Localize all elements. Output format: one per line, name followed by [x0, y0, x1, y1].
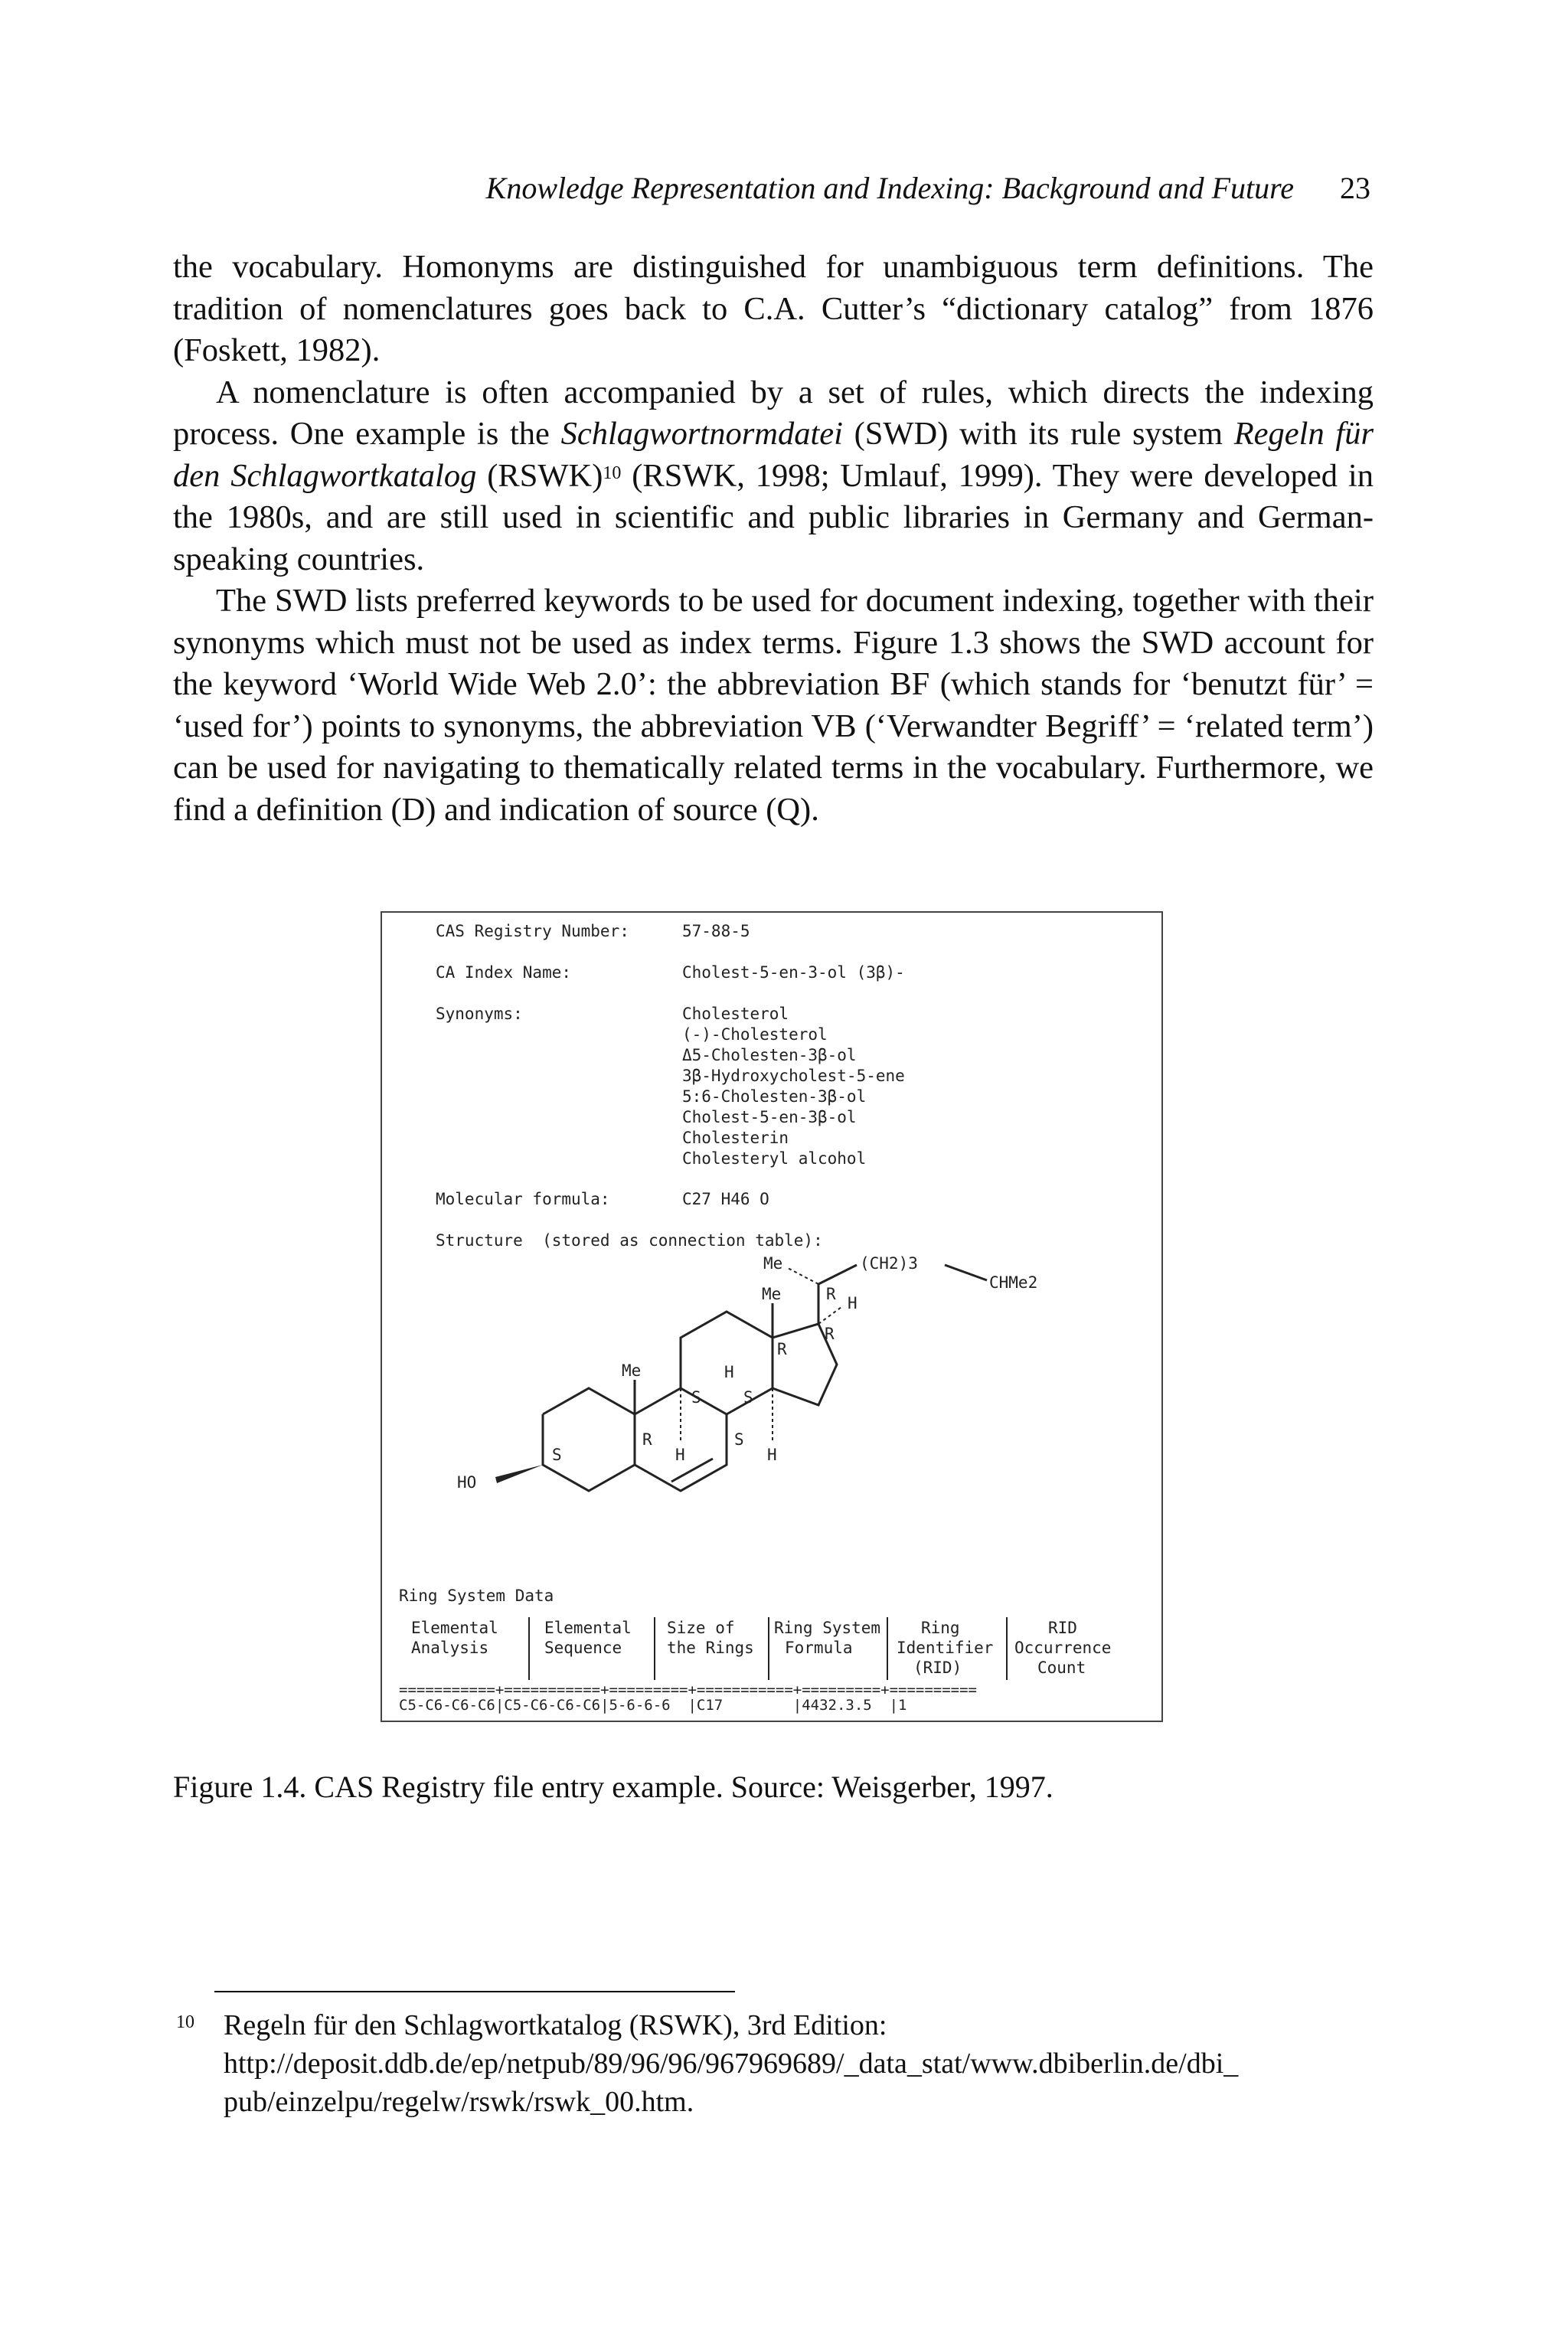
atom-h-low1: H: [675, 1446, 685, 1464]
ring-header: Identifier: [897, 1639, 994, 1657]
ring-header: RID: [1048, 1619, 1077, 1637]
ring-header: Count: [1037, 1659, 1086, 1677]
ring-header: Sequence: [544, 1639, 622, 1657]
stereo-s3: S: [734, 1430, 744, 1449]
atom-h-mid: H: [724, 1363, 734, 1381]
synonym-item: (-)-Cholesterol: [682, 1025, 828, 1044]
ring-header: Ring System: [774, 1619, 881, 1637]
ring-header: Analysis: [411, 1639, 489, 1657]
atom-me-top: Me: [763, 1254, 783, 1273]
ring-header: Ring: [921, 1619, 960, 1637]
p2-text-a: A nomenclature is often accompanied by a set of rules, which directs the indexing process. One example is the: [173, 374, 1374, 452]
atom-ch2: (CH2)3: [860, 1254, 918, 1273]
synonym-item: 3β-Hydroxycholest-5-ene: [682, 1067, 905, 1085]
atom-me-mid: Me: [762, 1285, 782, 1303]
stereo-r4: R: [642, 1430, 652, 1449]
cas-registry-figure: [381, 911, 1163, 1722]
ho-wedge: [495, 1465, 543, 1483]
synonym-item: Cholest-5-en-3β-ol: [682, 1108, 857, 1126]
synonyms-label: Synonyms:: [436, 1005, 523, 1023]
ring-system-label: Ring System Data: [399, 1587, 554, 1605]
index-name-label: CA Index Name:: [436, 963, 572, 982]
footnote-line-3: pub/einzelpu/regelw/rswk/rswk_00.htm.: [224, 2086, 694, 2118]
ring-table-dividers: [382, 1616, 1161, 1685]
ring-header: Elemental: [411, 1619, 498, 1637]
figure-caption: Figure 1.4. CAS Registry file entry example. Source: Weisgerber, 1997.: [173, 1770, 1054, 1804]
body-text: [173, 247, 1374, 831]
formula-label: Molecular formula:: [436, 1190, 610, 1208]
rswk-term: Regeln für den Schlagwortkatalog: [173, 416, 1374, 494]
formula-value: C27 H46 O: [682, 1190, 769, 1208]
footnote-ref: 10: [603, 462, 622, 483]
ring-header: Size of: [667, 1619, 735, 1637]
stereo-s2: S: [743, 1388, 753, 1407]
page-number: 23: [1340, 171, 1370, 205]
synonym-item: Cholesterin: [682, 1129, 789, 1147]
paragraph-2: [173, 372, 1374, 581]
ring-header: Elemental: [544, 1619, 632, 1637]
paragraph-1: the vocabulary. Homonyms are distinguished for unambiguous term definitions. The tradition of nomenclatures goes back to C.A. Cutter’s “dictionary catalog” from 1876 (Foskett, 1982).: [173, 249, 1374, 368]
cas-label: CAS Registry Number:: [436, 922, 629, 940]
synonym-item: 5:6-Cholesten-3β-ol: [682, 1087, 867, 1106]
synonym-item: Δ5-Cholesten-3β-ol: [682, 1046, 857, 1064]
atom-chme2: CHMe2: [989, 1273, 1038, 1292]
synonym-item: Cholesteryl alcohol: [682, 1149, 867, 1168]
p2-text-d: (RSWK, 1998; Umlauf, 1999). They were developed in the 1980s, and are still used in scientific and public libraries in Germany and German-speaking countries.: [173, 457, 1374, 577]
paragraph-3: The SWD lists preferred keywords to be used for document indexing, together with their synonyms which must not be used as index terms. Figure 1.3 shows the SWD account for the keyword ‘World Wide Web 2.0’: the abbreviation BF (which stands for ‘benutzt für’ = ‘used for’) points to synonyms, the abbreviation VB (‘Verwandter Begriff’ = ‘related term’) can be used for navigating to thematically related terms in the vocabulary. Furthermore, we find a definition (D) and indication of source (Q).: [173, 583, 1374, 828]
stereo-s4: S: [552, 1446, 562, 1464]
cas-value: 57-88-5: [682, 922, 750, 940]
synonym-item: Cholesterol: [682, 1005, 789, 1023]
footnote-number: 10: [176, 2012, 194, 2032]
running-title: Knowledge Representation and Indexing: Background and Future: [485, 171, 1294, 205]
atom-ho: HO: [457, 1473, 477, 1492]
footnote-divider: [214, 1991, 735, 1992]
stereo-s1: S: [691, 1388, 701, 1407]
stereo-r1: R: [826, 1285, 836, 1303]
ring-separator: ===========+===========+=========+===========+=========+==========: [399, 1682, 977, 1698]
structure-label: Structure (stored as connection table):: [436, 1231, 823, 1250]
ring-header: the Rings: [667, 1639, 754, 1657]
ring-a: [543, 1388, 635, 1491]
footnote-line-2: http://deposit.ddb.de/ep/netpub/89/96/96/967969689/_data_stat/www.dbiberlin.de/dbi_: [224, 2048, 1239, 2080]
atom-h-low2: H: [767, 1446, 777, 1464]
p2-text-b: (SWD) with its rule system: [842, 416, 1234, 452]
index-name-value: Cholest-5-en-3-ol (3β)-: [682, 963, 905, 982]
cholesterol-structure: [382, 1253, 1161, 1575]
swd-term: Schlagwortnormdatei: [560, 416, 843, 452]
atom-h-top: H: [848, 1294, 858, 1312]
ring-header: Occurrence: [1014, 1639, 1112, 1657]
ring-header: Formula: [785, 1639, 853, 1657]
p2-text-c: (RSWK): [476, 457, 603, 494]
stereo-r2: R: [825, 1325, 835, 1343]
atom-me-left: Me: [622, 1361, 642, 1380]
stereo-r3: R: [777, 1340, 787, 1358]
ring-data-row: C5-C6-C6-C6|C5-C6-C6-C6|5-6-6-6 |C17 |4432.3.5 |1: [399, 1697, 907, 1714]
footnote-line-1: Regeln für den Schlagwortkatalog (RSWK), 3rd Edition:: [224, 2009, 887, 2041]
ring-header: (RID): [913, 1659, 962, 1677]
